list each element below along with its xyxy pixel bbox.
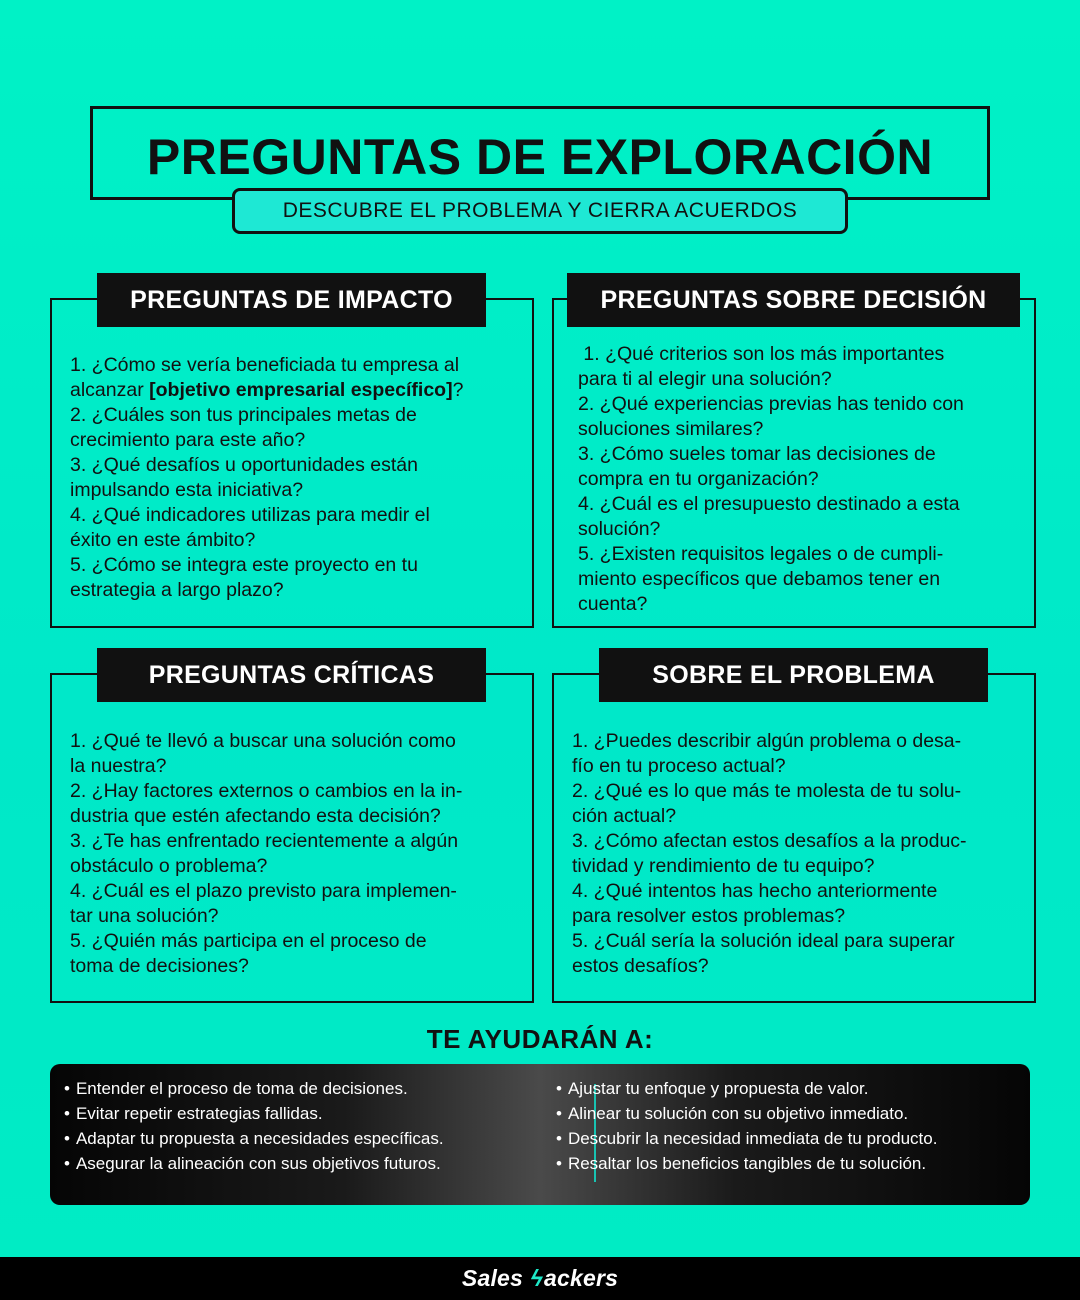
list-item: • Evitar repetir estrategias fallidas. bbox=[64, 1101, 444, 1126]
list-item: 4. ¿Cuál es el plazo previsto para implemen- bbox=[70, 880, 457, 902]
card-critical bbox=[50, 673, 534, 1003]
impact-heading: PREGUNTAS DE IMPACTO bbox=[97, 273, 486, 327]
list-item: miento específicos que debamos tener en bbox=[578, 568, 941, 590]
list-item: 4. ¿Qué intentos has hecho anteriormente bbox=[572, 880, 938, 902]
list-item: crecimiento para este año? bbox=[70, 429, 306, 451]
card-decision bbox=[552, 298, 1036, 628]
brand-logo: Sales ϟackers bbox=[461, 1265, 619, 1291]
list-item: soluciones similares? bbox=[578, 418, 764, 440]
list-item: la nuestra? bbox=[70, 755, 167, 777]
list-item: alcanzar [objetivo empresarial específico]? bbox=[70, 379, 464, 401]
benefits-list-right bbox=[556, 1076, 937, 1176]
impact-question-list bbox=[70, 353, 463, 603]
footer-bar bbox=[0, 1257, 1080, 1300]
list-item: 5. ¿Quién más participa en el proceso de bbox=[70, 930, 427, 952]
list-item: • Entender el proceso de toma de decisiones. bbox=[64, 1076, 444, 1101]
page-subtitle: DESCUBRE EL PROBLEMA Y CIERRA ACUERDOS bbox=[232, 188, 848, 234]
list-item: 2. ¿Hay factores externos o cambios en la in- bbox=[70, 780, 463, 802]
card-impact bbox=[50, 298, 534, 628]
help-heading: TE AYUDARÁN A: bbox=[426, 1024, 654, 1054]
list-item: 1. ¿Cómo se vería beneficiada tu empresa al bbox=[70, 354, 460, 376]
highlighted-text: [objetivo empresarial específico] bbox=[149, 379, 453, 401]
list-item: 4. ¿Qué indicadores utilizas para medir el bbox=[70, 504, 430, 526]
list-item: • Alinear tu solución con su objetivo inmediato. bbox=[556, 1101, 937, 1126]
list-item: tividad y rendimiento de tu equipo? bbox=[572, 855, 875, 877]
list-item: solución? bbox=[578, 518, 661, 540]
list-item: cuenta? bbox=[578, 593, 648, 615]
benefits-list-left bbox=[64, 1076, 444, 1176]
list-item: estos desafíos? bbox=[572, 955, 709, 977]
decision-question-list bbox=[578, 342, 964, 617]
list-item: 2. ¿Cuáles son tus principales metas de bbox=[70, 404, 417, 426]
list-item: • Descubrir la necesidad inmediata de tu producto. bbox=[556, 1126, 937, 1151]
list-item: para resolver estos problemas? bbox=[572, 905, 846, 927]
problem-heading: SOBRE EL PROBLEMA bbox=[599, 648, 988, 702]
list-item: • Adaptar tu propuesta a necesidades específicas. bbox=[64, 1126, 444, 1151]
list-item: éxito en este ámbito? bbox=[70, 529, 256, 551]
list-item: • Ajustar tu enfoque y propuesta de valor. bbox=[556, 1076, 937, 1101]
list-item: 4. ¿Cuál es el presupuesto destinado a esta bbox=[578, 493, 960, 515]
list-item: impulsando esta iniciativa? bbox=[70, 479, 304, 501]
list-item: 5. ¿Cómo se integra este proyecto en tu bbox=[70, 554, 418, 576]
list-item: compra en tu organización? bbox=[578, 468, 819, 490]
page-title: PREGUNTAS DE EXPLORACIÓN bbox=[146, 129, 934, 185]
decision-heading: PREGUNTAS SOBRE DECISIÓN bbox=[567, 273, 1020, 327]
problem-question-list bbox=[572, 729, 967, 979]
list-item: • Resaltar los beneficios tangibles de tu solución. bbox=[556, 1151, 937, 1176]
list-item: estrategia a largo plazo? bbox=[70, 579, 284, 601]
list-item: 3. ¿Te has enfrentado recientemente a algún bbox=[70, 830, 459, 852]
list-item: para ti al elegir una solución? bbox=[578, 368, 832, 390]
benefits-panel bbox=[50, 1064, 1030, 1205]
list-item: 3. ¿Cómo sueles tomar las decisiones de bbox=[578, 443, 936, 465]
list-item: fío en tu proceso actual? bbox=[572, 755, 786, 777]
list-item: 1. ¿Puedes describir algún problema o desa- bbox=[572, 730, 962, 752]
lightning-bolt-icon: ϟ bbox=[530, 1265, 543, 1291]
card-problem bbox=[552, 673, 1036, 1003]
list-item: tar una solución? bbox=[70, 905, 219, 927]
list-item: 3. ¿Cómo afectan estos desafíos a la produc- bbox=[572, 830, 967, 852]
list-item: ción actual? bbox=[572, 805, 677, 827]
critical-question-list bbox=[70, 729, 462, 979]
list-item: 5. ¿Existen requisitos legales o de cumpli- bbox=[578, 543, 944, 565]
list-item: • Asegurar la alineación con sus objetivos futuros. bbox=[64, 1151, 444, 1176]
list-item: 5. ¿Cuál sería la solución ideal para superar bbox=[572, 930, 955, 952]
list-item: dustria que estén afectando esta decisión? bbox=[70, 805, 441, 827]
critical-heading: PREGUNTAS CRÍTICAS bbox=[97, 648, 486, 702]
list-item: 1. ¿Qué te llevó a buscar una solución como bbox=[70, 730, 456, 752]
list-item: 3. ¿Qué desafíos u oportunidades están bbox=[70, 454, 418, 476]
list-item: 2. ¿Qué experiencias previas has tenido con bbox=[578, 393, 964, 415]
list-item: 1. ¿Qué criterios son los más importantes bbox=[578, 343, 945, 365]
list-item: obstáculo o problema? bbox=[70, 855, 268, 877]
list-item: 2. ¿Qué es lo que más te molesta de tu solu- bbox=[572, 780, 962, 802]
list-item: toma de decisiones? bbox=[70, 955, 249, 977]
